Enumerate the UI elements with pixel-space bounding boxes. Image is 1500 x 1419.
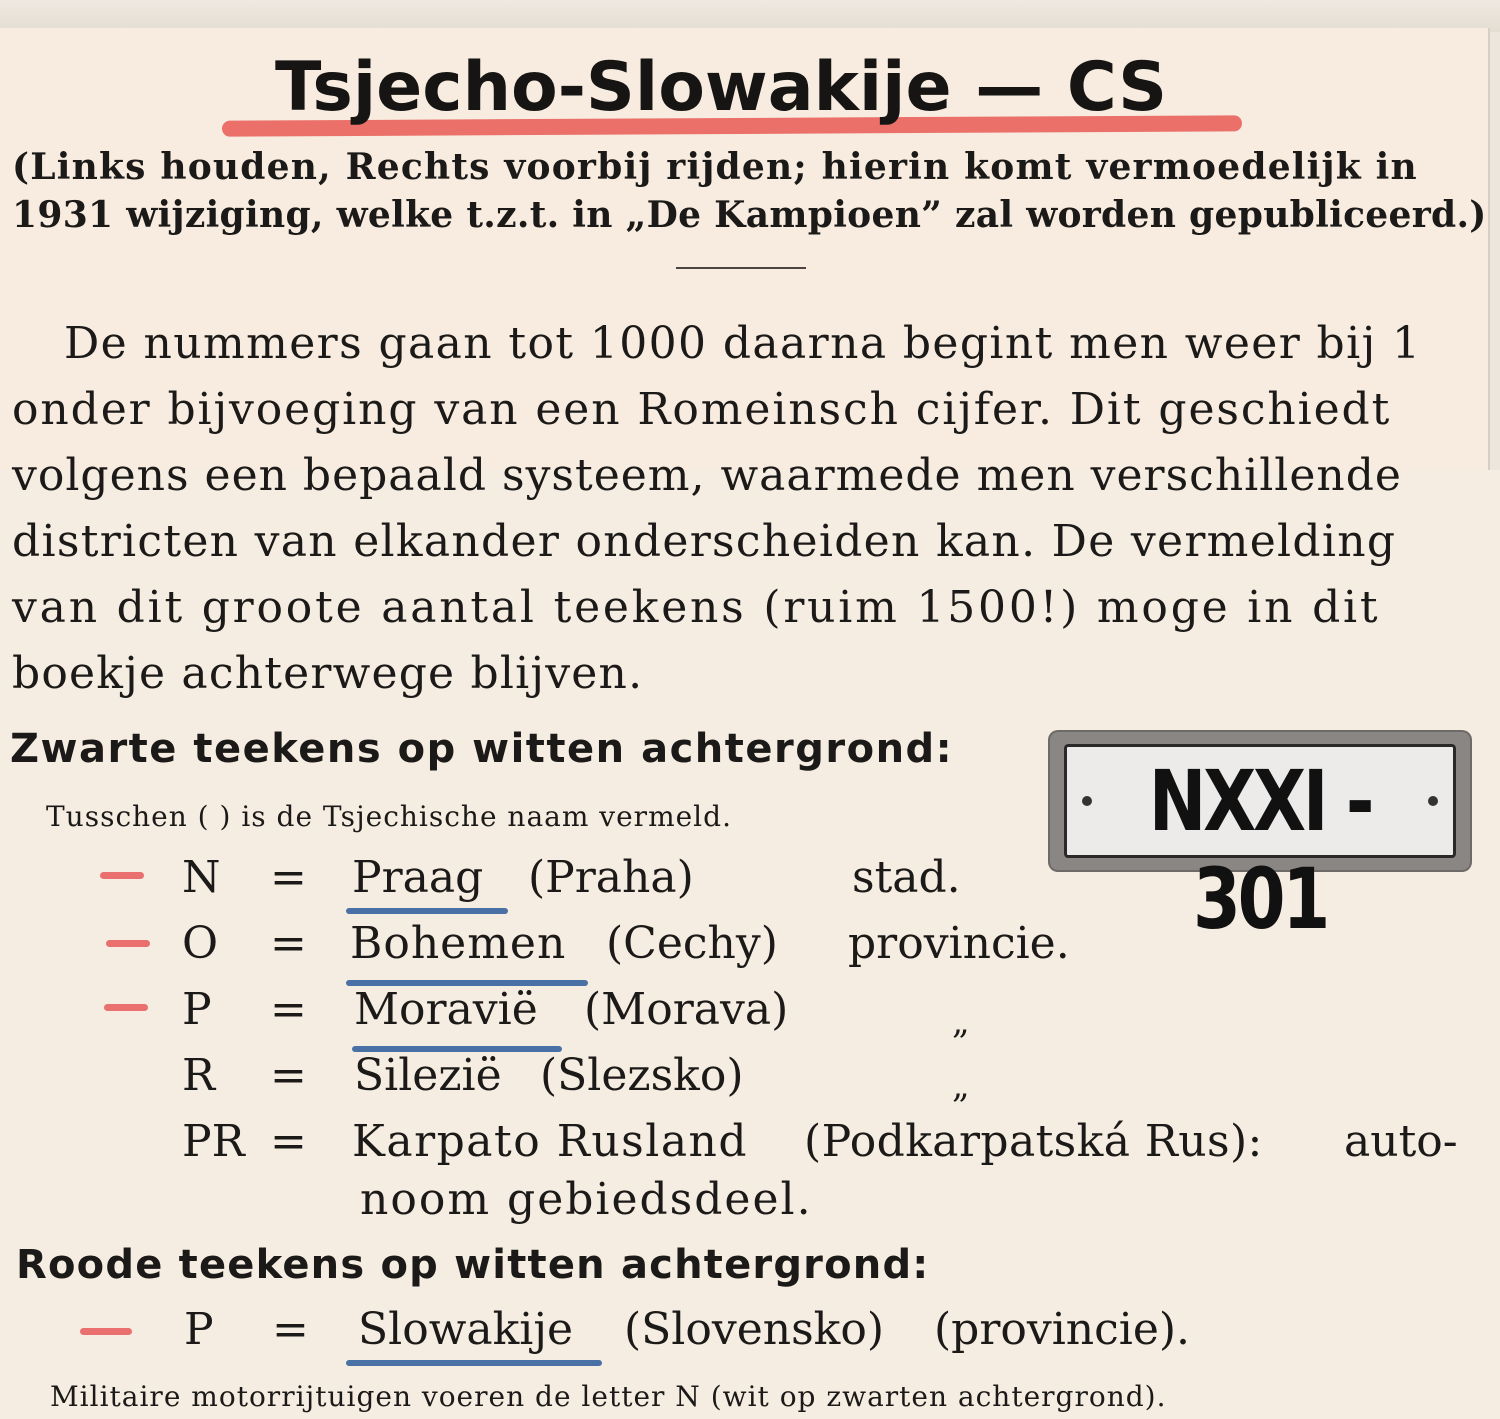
row-code: PR	[182, 1116, 245, 1167]
page-title: Tsjecho-Slowakije — CS	[275, 48, 1168, 127]
blue-underline	[346, 908, 508, 914]
row-name: Slowakije	[358, 1304, 574, 1355]
row-native-name: (Podkarpatská Rus):	[804, 1116, 1263, 1167]
row-type: stad.	[852, 852, 961, 903]
footnote: Militaire motorrijtuigen voeren de letter N (wit op zwarten achtergrond).	[50, 1380, 1167, 1413]
red-marker	[104, 1004, 148, 1011]
row-type: auto-	[1344, 1116, 1458, 1167]
license-plate-photo	[1050, 732, 1470, 948]
intro-note-line-1: (Links houden, Rechts voorbij rijden; hierin komt vermoedelijk in	[12, 146, 1418, 188]
row-code: P	[184, 1304, 214, 1355]
row-native-name: (Slezsko)	[540, 1050, 744, 1101]
row-name: Praag	[352, 852, 484, 903]
red-signs-heading: Roode teekens op witten achtergrond:	[16, 1242, 930, 1288]
row-native-name: (Cechy)	[606, 918, 778, 969]
red-marker	[106, 940, 150, 947]
row-type: (provincie).	[934, 1304, 1191, 1355]
naming-subnote: Tusschen ( ) is de Tsjechische naam vermeld.	[46, 800, 732, 833]
red-marker	[80, 1328, 132, 1335]
blue-underline	[346, 1360, 602, 1366]
paragraph-line-5: van dit groote aantal teekens (ruim 1500!) moge in dit	[12, 582, 1381, 633]
row-type-ditto: „	[952, 1002, 970, 1042]
row-type: provincie.	[848, 918, 1070, 969]
row-equals: =	[270, 1116, 307, 1167]
paragraph-line-6: boekje achterwege blijven.	[12, 648, 644, 699]
row-type-ditto: „	[952, 1066, 970, 1106]
row-code: O	[182, 918, 219, 969]
row-equals: =	[272, 1304, 309, 1355]
license-plate-face	[1064, 744, 1456, 948]
row-native-name: (Slovensko)	[624, 1304, 885, 1355]
paragraph-line-2: onder bijvoeging van een Romeinsch cijfer. Dit geschiedt	[12, 384, 1392, 435]
row-equals: =	[270, 918, 307, 969]
row-native-name: (Praha)	[528, 852, 694, 903]
row-name: Bohemen	[350, 918, 567, 969]
divider	[676, 267, 806, 269]
row-equals: =	[270, 1050, 307, 1101]
row-code: P	[182, 984, 212, 1035]
paragraph-line-1: De nummers gaan tot 1000 daarna begint men weer bij 1	[64, 318, 1422, 369]
paragraph-line-4: districten van elkander onderscheiden kan. De vermelding	[12, 516, 1397, 567]
rivet-icon	[1428, 796, 1438, 806]
row-name: Silezië	[354, 1050, 502, 1101]
black-signs-heading: Zwarte teekens op witten achtergrond:	[10, 726, 954, 772]
intro-note-line-2: 1931 wijziging, welke t.z.t. in „De Kampioen” zal worden gepubliceerd.)	[12, 194, 1487, 236]
row-equals: =	[270, 852, 307, 903]
rivet-icon	[1082, 796, 1092, 806]
row-equals: =	[270, 984, 307, 1035]
row-continuation: noom gebiedsdeel.	[360, 1174, 813, 1225]
row-code: R	[182, 1050, 216, 1101]
red-marker	[100, 872, 144, 879]
row-name: Moravië	[354, 984, 538, 1035]
paragraph-line-3: volgens een bepaald systeem, waarmede men verschillende	[12, 450, 1402, 501]
row-code: N	[182, 852, 221, 903]
row-name: Karpato Rusland	[352, 1116, 749, 1167]
license-plate-number: NXXI - 301	[1148, 752, 1372, 948]
row-native-name: (Morava)	[584, 984, 789, 1035]
